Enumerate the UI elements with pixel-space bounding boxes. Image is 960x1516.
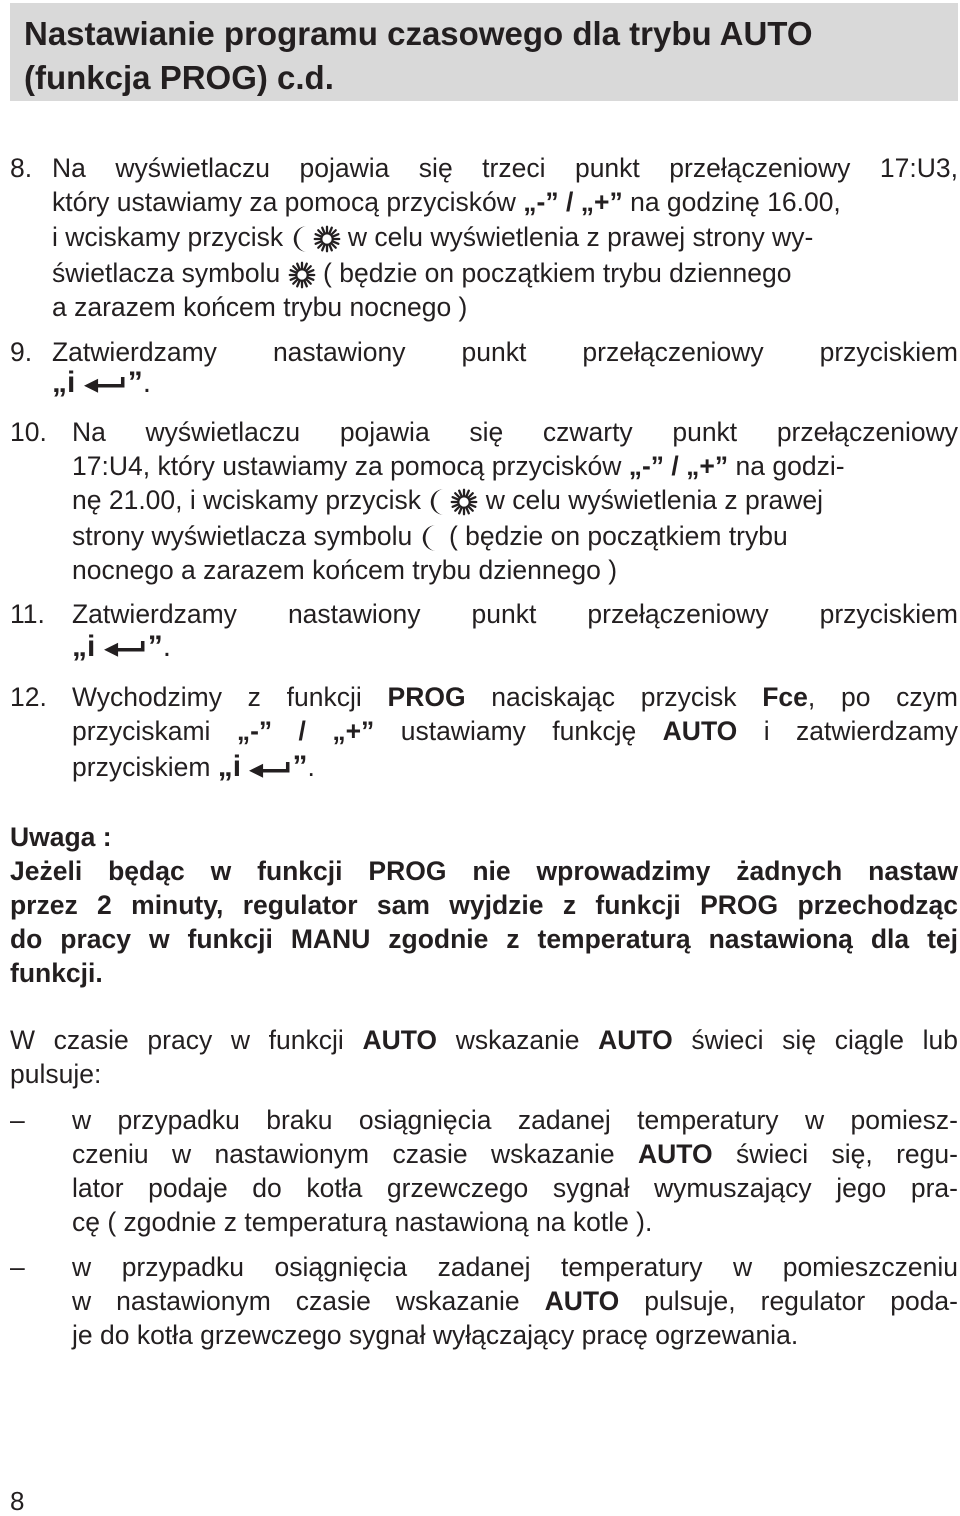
- bullet-dash: –: [10, 1105, 25, 1135]
- header-title-line2: (funkcja PROG) c.d.: [24, 59, 334, 96]
- note-line1: Jeżeli będąc w funkcji PROG nie wprowadzimy żadnych nastaw: [10, 856, 958, 886]
- moon-icon: [291, 224, 313, 254]
- bullet-2-line3: je do kotła grzewczego sygnał wyłączający pracę ogrzewania.: [72, 1320, 799, 1350]
- note-line3: do pracy w funkcji MANU zgodnie z temperaturą nastawioną dla tej: [10, 924, 958, 954]
- item-10-line3: nę 21.00, i wciskamy przycisk w celu wyświetlenia z prawej: [72, 485, 824, 515]
- item-9-line1: Zatwierdzamy nastawiony punkt przełączeniowy przyciskiem: [52, 337, 958, 367]
- plus-key: „+”: [580, 187, 623, 217]
- plus-key: „+”: [332, 716, 375, 746]
- item-8-line3: i wciskamy przycisk w celu wyświetlenia z prawej strony wy-: [52, 222, 814, 252]
- item-number: 9.: [10, 337, 33, 367]
- bullet-1-line3: lator podaje do kotła grzewczego sygnał wymuszający jego pra-: [72, 1173, 958, 1203]
- item-number: 10.: [10, 417, 47, 447]
- bullet-1-line2: czeniu w nastawionym czasie wskazanie AUTO świeci się, regu-: [72, 1139, 958, 1169]
- info-key: i: [87, 630, 96, 663]
- header-title-line1: Nastawianie programu czasowego dla trybu AUTO: [24, 15, 813, 52]
- moon-icon: [420, 523, 442, 553]
- enter-arrow-icon: [104, 639, 148, 657]
- item-8-line5: a zarazem końcem trybu nocnego ): [52, 292, 468, 322]
- item-number: 12.: [10, 682, 47, 712]
- enter-arrow-icon: [249, 760, 293, 778]
- note-line2: przez 2 minuty, regulator sam wyjdzie z funkcji PROG przechodząc: [10, 890, 958, 920]
- page-number: 8: [10, 1486, 25, 1516]
- item-10-line5: nocnego a zarazem końcem trybu dziennego ): [72, 555, 618, 585]
- item-12-line2: przyciskami „-” / „+” ustawiamy funkcję AUTO i zatwierdzamy: [72, 716, 958, 746]
- item-10-line2: 17:U4, który ustawiamy za pomocą przycisków „-” / „+” na godzi-: [72, 451, 845, 481]
- item-8-line1: Na wyświetlaczu pojawia się trzeci punkt przełączeniowy 17:U3,: [52, 153, 958, 183]
- item-number: 11.: [10, 599, 45, 629]
- bullet-2-line2: w nastawionym czasie wskazanie AUTO pulsuje, regulator poda-: [72, 1286, 958, 1316]
- note-line4: funkcji.: [10, 958, 103, 988]
- sun-icon: [288, 261, 316, 289]
- sun-icon: [313, 225, 341, 253]
- bullet-1-line1: w przypadku braku osiągnięcia zadanej temperatury w pomiesz-: [72, 1105, 958, 1135]
- item-12-line1: Wychodzimy z funkcji PROG naciskając przycisk Fce, po czym: [72, 682, 958, 712]
- minus-key: „-”: [523, 187, 559, 217]
- bullet-dash: –: [10, 1252, 25, 1282]
- note-title: Uwaga :: [10, 822, 112, 852]
- item-11-line2: „i ”.: [72, 630, 172, 663]
- page-header: [10, 3, 958, 101]
- item-8-line2: który ustawiamy za pomocą przycisków „-” / „+” na godzinę 16.00,: [52, 187, 841, 217]
- sun-icon: [450, 488, 478, 516]
- bullet-1-line4: cę ( zgodnie z temperaturą nastawioną na kotle ).: [72, 1207, 653, 1237]
- item-10-line4: strony wyświetlacza symbolu ( będzie on początkiem trybu: [72, 521, 788, 551]
- info-key: i: [67, 366, 76, 399]
- auto-line1: W czasie pracy w funkcji AUTO wskazanie AUTO świeci się ciągle lub: [10, 1025, 958, 1055]
- item-number: 8.: [10, 153, 33, 183]
- moon-icon: [428, 487, 450, 517]
- item-9-line2: „i ”.: [52, 366, 152, 399]
- enter-arrow-icon: [84, 375, 128, 393]
- minus-key: „-”: [236, 716, 273, 746]
- minus-key: „-”: [628, 451, 665, 481]
- item-10-line1: Na wyświetlaczu pojawia się czwarty punkt przełączeniowy: [72, 417, 958, 447]
- auto-line2: pulsuje:: [10, 1059, 102, 1089]
- plus-key: „+”: [686, 451, 729, 481]
- item-12-line3: przyciskiem „i ”.: [72, 750, 315, 783]
- item-11-line1: Zatwierdzamy nastawiony punkt przełączeniowy przyciskiem: [72, 599, 958, 629]
- item-8-line4: świetlacza symbolu ( będzie on początkiem trybu dziennego: [52, 258, 792, 288]
- bullet-2-line1: w przypadku osiągnięcia zadanej temperatury w pomieszczeniu: [72, 1252, 958, 1282]
- info-key: i: [232, 750, 242, 783]
